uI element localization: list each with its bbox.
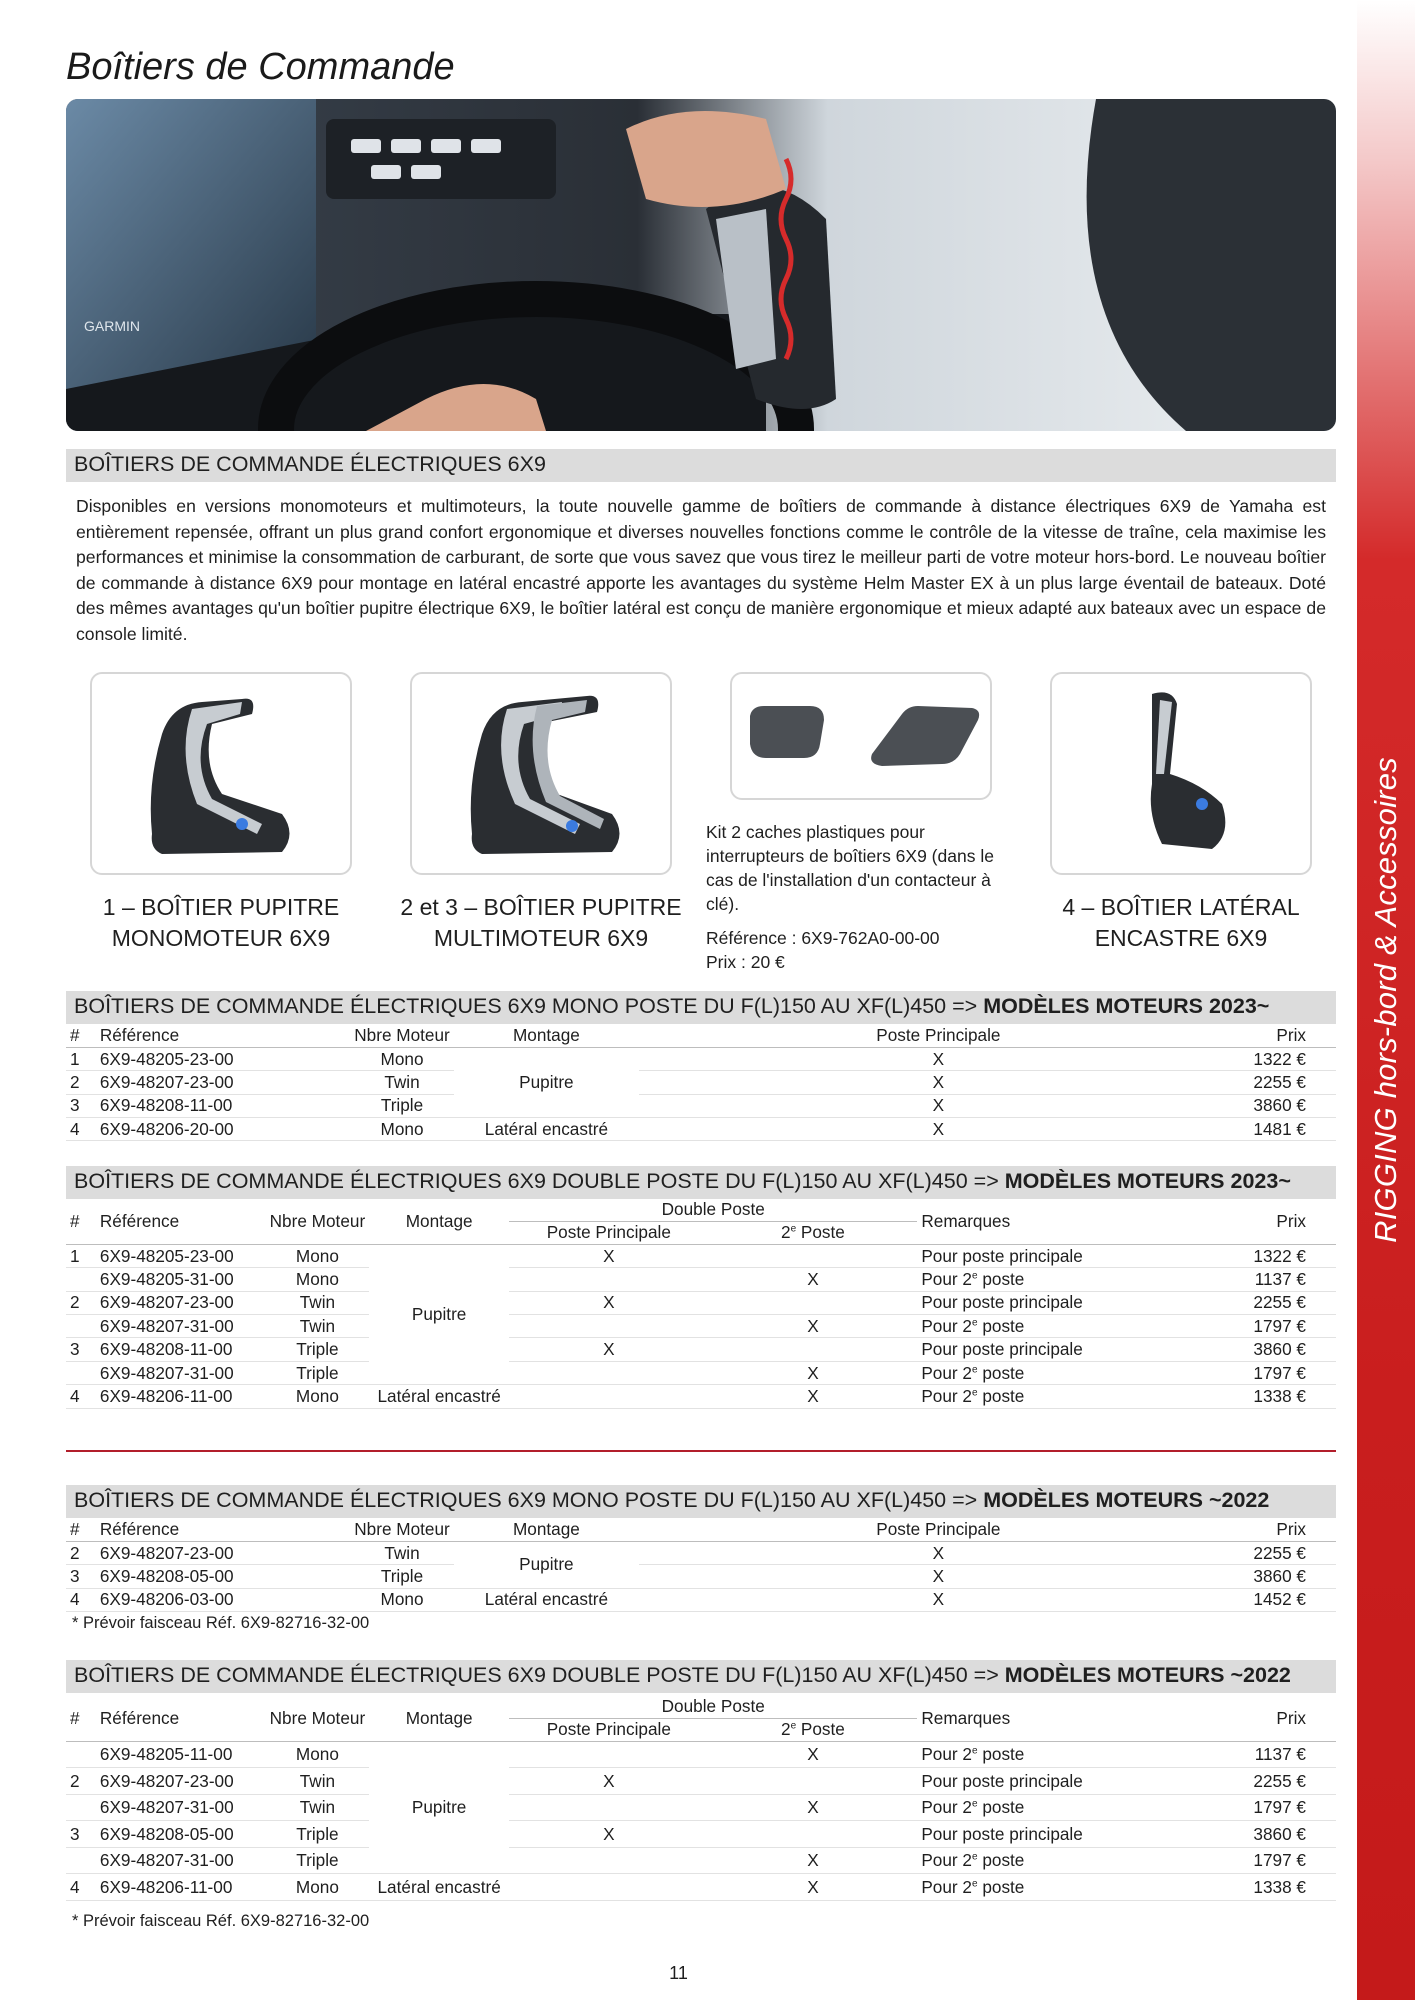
- col-mount: Montage: [454, 1518, 639, 1541]
- cell-second-post: [709, 1821, 918, 1848]
- cell-num: 3: [66, 1821, 96, 1848]
- table2-title-text: BOÎTIERS DE COMMANDE ÉLECTRIQUES 6X9 DOUBLE POSTE DU F(L)150 AU XF(L)450 =>: [74, 1169, 1005, 1193]
- cell-main-post: X: [509, 1244, 708, 1267]
- intro-paragraph: Disponibles en versions monomoteurs et multimoteurs, la toute nouvelle gamme de boîtiers de commande à distance électriques 6X9 de Yamaha est entièrement repensée, offrant un plus grand confort ergonomique et diverses nouvelles fonctions comme le contrôle de la vitesse de traîne, cela maximise les performances et minimise la consommation de carburant, de sorte que vous savez que vous tirez le meilleur parti de votre moteur hors-bord. Le nouveau boîtier de commande à distance 6X9 pour montage en latéral encastré apporte les avantages du système Helm Master EX à un plus large éventail de bateaux. Doté des mêmes avantages qu'un boîtier pupitre électrique 6X9, le boîtier latéral est conçu de manière ergonomique et mieux adapté aux bateaux avec un espace de console limité.: [76, 496, 1326, 644]
- product-image-box-1: [90, 672, 352, 875]
- table4: [66, 1696, 1336, 1901]
- intro-section-title: BOÎTIERS DE COMMANDE ÉLECTRIQUES 6X9: [66, 449, 1336, 482]
- table4-title: [66, 1660, 1336, 1693]
- cell-remarks: Pour 2e poste: [917, 1268, 1216, 1291]
- cell-motor: Twin: [266, 1794, 370, 1821]
- cell-main-post: X: [639, 1047, 1122, 1070]
- table2-title-model: MODÈLES MOTEURS 2023~: [1004, 1169, 1291, 1193]
- cell-price: 1137 €: [1216, 1268, 1336, 1291]
- cell-num: 3: [66, 1338, 96, 1361]
- cell-ref: 6X9-48206-11-00: [96, 1874, 266, 1901]
- cell-remarks: Pour poste principale: [917, 1291, 1216, 1314]
- cell-ref: 6X9-48207-31-00: [96, 1361, 266, 1384]
- cell-main-post: X: [639, 1071, 1122, 1094]
- product-label-4-line2: ENCASTRE 6X9: [1094, 925, 1268, 951]
- cell-main-post: X: [509, 1291, 708, 1314]
- cell-num: [66, 1361, 96, 1384]
- cell-ref: 6X9-48207-31-00: [96, 1315, 266, 1338]
- single-lever-control-image: [92, 674, 350, 873]
- table-row: [66, 1094, 1336, 1117]
- cell-ref: 6X9-48205-31-00: [96, 1268, 266, 1291]
- cell-motor: Twin: [350, 1541, 454, 1564]
- cell-num: [66, 1794, 96, 1821]
- table-row: [66, 1768, 1336, 1795]
- cell-ref: 6X9-48207-23-00: [96, 1071, 350, 1094]
- cell-ref: 6X9-48208-11-00: [96, 1094, 350, 1117]
- cell-second-post: [709, 1768, 918, 1795]
- cell-price: 2255 €: [1216, 1768, 1336, 1795]
- col-num: #: [66, 1518, 96, 1541]
- cell-price: 1338 €: [1216, 1874, 1336, 1901]
- cell-main-post: [509, 1385, 708, 1408]
- cell-motor: Triple: [350, 1094, 454, 1117]
- cell-num: [66, 1268, 96, 1291]
- table-row: [66, 1361, 1336, 1384]
- col-double-post: Double Poste: [509, 1696, 917, 1718]
- cell-price: 1137 €: [1216, 1741, 1336, 1768]
- cell-remarks: Pour poste principale: [917, 1821, 1216, 1848]
- col-mount: Montage: [454, 1024, 639, 1047]
- cell-ref: 6X9-48207-31-00: [96, 1847, 266, 1874]
- table-row: [66, 1794, 1336, 1821]
- cell-motor: Triple: [266, 1821, 370, 1848]
- kit-description: Kit 2 caches plastiques pour interrupteurs de boîtiers 6X9 (dans le cas de l'installation d'un contacteur à clé).: [706, 822, 994, 914]
- table2-title: [66, 1166, 1336, 1199]
- table4-title-text: BOÎTIERS DE COMMANDE ÉLECTRIQUES 6X9 DOUBLE POSTE DU F(L)150 AU XF(L)450 =>: [74, 1663, 1005, 1687]
- cell-remarks: Pour poste principale: [917, 1244, 1216, 1267]
- table3: [66, 1518, 1336, 1612]
- hero-brand-text: GARMIN: [84, 318, 140, 334]
- table-row: [66, 1821, 1336, 1848]
- product-image-box-2: [410, 672, 672, 875]
- cell-ref: 6X9-48206-20-00: [96, 1118, 350, 1141]
- section-divider: [66, 1450, 1336, 1452]
- cell-price: 1452 €: [1122, 1588, 1336, 1611]
- table-row: [66, 1071, 1336, 1094]
- cell-ref: 6X9-48206-03-00: [96, 1588, 350, 1611]
- cell-num: 4: [66, 1874, 96, 1901]
- table1: [66, 1024, 1336, 1141]
- cell-main-post: X: [639, 1118, 1122, 1141]
- cell-num: 4: [66, 1588, 96, 1611]
- table1-title-model: MODÈLES MOTEURS 2023~: [983, 994, 1270, 1018]
- cell-remarks: Pour 2e poste: [917, 1874, 1216, 1901]
- cell-motor: Triple: [266, 1847, 370, 1874]
- table4-header-top: [66, 1696, 1336, 1718]
- cell-ref: 6X9-48207-31-00: [96, 1794, 266, 1821]
- plastic-covers-image: [732, 674, 990, 798]
- table-row: [66, 1315, 1336, 1338]
- col-motor: Nbre Moteur: [266, 1199, 370, 1244]
- table4-title-model: MODÈLES MOTEURS ~2022: [1004, 1663, 1291, 1687]
- cell-num: [66, 1315, 96, 1338]
- side-band-title: RIGGING hors-bord & Accessoires: [1368, 757, 1403, 1243]
- col-ref: Référence: [96, 1518, 350, 1541]
- cell-motor: Twin: [266, 1291, 370, 1314]
- twin-lever-control-image: [412, 674, 670, 873]
- cell-price: 2255 €: [1216, 1291, 1336, 1314]
- cell-motor: Twin: [266, 1315, 370, 1338]
- table1-header: [66, 1024, 1336, 1047]
- cell-mount: Pupitre: [369, 1741, 509, 1874]
- col-main-post: Poste Principale: [509, 1718, 708, 1741]
- cell-num: 4: [66, 1385, 96, 1408]
- table3-title: [66, 1485, 1336, 1518]
- cell-second-post: X: [709, 1874, 918, 1901]
- cell-num: 2: [66, 1541, 96, 1564]
- cell-price: 1481 €: [1122, 1118, 1336, 1141]
- hero-photo: [66, 99, 1336, 431]
- cell-motor: Mono: [266, 1741, 370, 1768]
- table-row: [66, 1588, 1336, 1611]
- cell-remarks: Pour 2e poste: [917, 1847, 1216, 1874]
- cell-num: 4: [66, 1118, 96, 1141]
- cell-price: 2255 €: [1122, 1071, 1336, 1094]
- cell-ref: 6X9-48207-23-00: [96, 1291, 266, 1314]
- cell-mount: Latéral encastré: [454, 1588, 639, 1611]
- cell-second-post: X: [709, 1385, 918, 1408]
- cell-mount: Latéral encastré: [369, 1385, 509, 1408]
- cell-motor: Mono: [350, 1047, 454, 1070]
- product-label-1-line1: 1 – BOÎTIER PUPITRE: [102, 894, 340, 920]
- cell-mount: Pupitre: [369, 1244, 509, 1384]
- col-price: Prix: [1122, 1024, 1336, 1047]
- cell-ref: 6X9-48208-05-00: [96, 1565, 350, 1588]
- cell-remarks: Pour poste principale: [917, 1338, 1216, 1361]
- kit-price: Prix : 20 €: [706, 952, 785, 972]
- cell-motor: Mono: [266, 1874, 370, 1901]
- cell-price: 3860 €: [1216, 1821, 1336, 1848]
- cell-motor: Twin: [266, 1768, 370, 1795]
- cell-mount: Latéral encastré: [454, 1118, 639, 1141]
- table-row: [66, 1874, 1336, 1901]
- col-motor: Nbre Moteur: [350, 1024, 454, 1047]
- kit-reference: Référence : 6X9-762A0-00-00: [706, 928, 940, 948]
- col-price: Prix: [1216, 1696, 1336, 1741]
- cell-num: 3: [66, 1565, 96, 1588]
- cell-num: [66, 1847, 96, 1874]
- cell-ref: 6X9-48207-23-00: [96, 1541, 350, 1564]
- cell-remarks: Pour 2e poste: [917, 1794, 1216, 1821]
- cell-price: 3860 €: [1216, 1338, 1336, 1361]
- cell-ref: 6X9-48205-11-00: [96, 1741, 266, 1768]
- cell-remarks: Pour poste principale: [917, 1768, 1216, 1795]
- side-band: [1357, 0, 1415, 2000]
- cell-motor: Mono: [266, 1244, 370, 1267]
- col-motor: Nbre Moteur: [266, 1696, 370, 1741]
- cell-remarks: Pour 2e poste: [917, 1741, 1216, 1768]
- page-title: Boîtiers de Commande: [66, 46, 455, 88]
- cell-mount: Latéral encastré: [369, 1874, 509, 1901]
- cell-second-post: [709, 1244, 918, 1267]
- table2: [66, 1199, 1336, 1409]
- cell-main-post: X: [639, 1541, 1122, 1564]
- cell-price: 1797 €: [1216, 1847, 1336, 1874]
- cell-ref: 6X9-48206-11-00: [96, 1385, 266, 1408]
- cell-second-post: X: [709, 1794, 918, 1821]
- col-mount: Montage: [369, 1696, 509, 1741]
- cell-ref: 6X9-48208-11-00: [96, 1338, 266, 1361]
- switch-panel: [326, 119, 556, 199]
- table-row: [66, 1541, 1336, 1564]
- table3-title-text: BOÎTIERS DE COMMANDE ÉLECTRIQUES 6X9 MONO POSTE DU F(L)150 AU XF(L)450 =>: [74, 1488, 984, 1512]
- cell-ref: 6X9-48205-23-00: [96, 1244, 266, 1267]
- product-label-1: [71, 892, 371, 954]
- cell-main-post: X: [509, 1338, 708, 1361]
- table-row: [66, 1244, 1336, 1267]
- product-image-box-kit: [730, 672, 992, 800]
- cell-ref: 6X9-48208-05-00: [96, 1821, 266, 1848]
- col-ref: Référence: [96, 1199, 266, 1244]
- kit-info: [706, 820, 1026, 974]
- table-row: [66, 1847, 1336, 1874]
- cell-main-post: [509, 1847, 708, 1874]
- col-num: #: [66, 1024, 96, 1047]
- product-label-4-line1: 4 – BOÎTIER LATÉRAL: [1062, 894, 1300, 920]
- product-image-box-4: [1050, 672, 1312, 875]
- table-row: [66, 1385, 1336, 1408]
- cell-motor: Triple: [266, 1338, 370, 1361]
- cell-main-post: [509, 1741, 708, 1768]
- cell-main-post: [509, 1268, 708, 1291]
- cell-main-post: X: [509, 1768, 708, 1795]
- cell-second-post: X: [709, 1268, 918, 1291]
- cell-second-post: [709, 1291, 918, 1314]
- cell-motor: Mono: [266, 1268, 370, 1291]
- col-ref: Référence: [96, 1024, 350, 1047]
- cell-remarks: Pour 2e poste: [917, 1385, 1216, 1408]
- cell-motor: Mono: [350, 1588, 454, 1611]
- cell-second-post: X: [709, 1847, 918, 1874]
- table-row: [66, 1047, 1336, 1070]
- cell-ref: 6X9-48205-23-00: [96, 1047, 350, 1070]
- cell-num: 2: [66, 1768, 96, 1795]
- cell-num: 1: [66, 1047, 96, 1070]
- col-remarks: Remarques: [917, 1696, 1216, 1741]
- col-double-post: Double Poste: [509, 1199, 917, 1221]
- col-main-post: Poste Principale: [509, 1221, 708, 1244]
- cell-num: [66, 1741, 96, 1768]
- product-label-1-line2: MONOMOTEUR 6X9: [111, 925, 331, 951]
- cell-remarks: Pour 2e poste: [917, 1315, 1216, 1338]
- col-ref: Référence: [96, 1696, 266, 1741]
- col-remarks: Remarques: [917, 1199, 1216, 1244]
- cell-price: 1322 €: [1122, 1047, 1336, 1070]
- cell-num: 3: [66, 1094, 96, 1117]
- cell-remarks: Pour 2e poste: [917, 1361, 1216, 1384]
- col-price: Prix: [1216, 1199, 1336, 1244]
- table2-header-top: [66, 1199, 1336, 1221]
- cell-mount: Pupitre: [454, 1541, 639, 1588]
- table-row: [66, 1565, 1336, 1588]
- table3-title-model: MODÈLES MOTEURS ~2022: [983, 1488, 1270, 1512]
- table1-title: [66, 991, 1336, 1024]
- cell-main-post: X: [639, 1588, 1122, 1611]
- cell-price: 1338 €: [1216, 1385, 1336, 1408]
- cell-num: 2: [66, 1291, 96, 1314]
- col-num: #: [66, 1696, 96, 1741]
- product-label-2-line2: MULTIMOTEUR 6X9: [433, 925, 649, 951]
- product-label-2: [391, 892, 691, 954]
- table3-note: * Prévoir faisceau Réf. 6X9-82716-32-00: [72, 1614, 370, 1632]
- hand-right: [626, 111, 786, 207]
- table3-header: [66, 1518, 1336, 1541]
- cell-second-post: X: [709, 1741, 918, 1768]
- cell-main-post: [509, 1874, 708, 1901]
- cell-second-post: [709, 1338, 918, 1361]
- cell-main-post: [509, 1361, 708, 1384]
- table1-title-text: BOÎTIERS DE COMMANDE ÉLECTRIQUES 6X9 MONO POSTE DU F(L)150 AU XF(L)450 =>: [74, 994, 984, 1018]
- cell-ref: 6X9-48207-23-00: [96, 1768, 266, 1795]
- cell-second-post: X: [709, 1361, 918, 1384]
- col-second-post: 2e Poste: [709, 1221, 918, 1244]
- cell-price: 1797 €: [1216, 1794, 1336, 1821]
- cell-num: 1: [66, 1244, 96, 1267]
- page-number: 11: [669, 1963, 688, 1983]
- cell-num: 2: [66, 1071, 96, 1094]
- cell-motor: Mono: [350, 1118, 454, 1141]
- cell-second-post: X: [709, 1315, 918, 1338]
- cell-main-post: X: [639, 1565, 1122, 1588]
- col-price: Prix: [1122, 1518, 1336, 1541]
- cell-motor: Triple: [350, 1565, 454, 1588]
- product-label-2-line1: 2 et 3 – BOÎTIER PUPITRE: [400, 894, 682, 920]
- cell-price: 2255 €: [1122, 1541, 1336, 1564]
- table-row: [66, 1268, 1336, 1291]
- cell-motor: Triple: [266, 1361, 370, 1384]
- cell-motor: Mono: [266, 1385, 370, 1408]
- hero-illustration: [66, 99, 1336, 431]
- col-main-post: Poste Principale: [639, 1024, 1122, 1047]
- product-label-4: [1031, 892, 1331, 954]
- cell-main-post: X: [509, 1821, 708, 1848]
- cell-price: 3860 €: [1122, 1565, 1336, 1588]
- cell-price: 3860 €: [1122, 1094, 1336, 1117]
- col-num: #: [66, 1199, 96, 1244]
- cell-price: 1797 €: [1216, 1315, 1336, 1338]
- cell-price: 1797 €: [1216, 1361, 1336, 1384]
- col-main-post: Poste Principale: [639, 1518, 1122, 1541]
- cell-main-post: [509, 1315, 708, 1338]
- side-mount-control-image: [1052, 674, 1310, 873]
- table4-note: * Prévoir faisceau Réf. 6X9-82716-32-00: [72, 1912, 370, 1930]
- col-second-post: 2e Poste: [709, 1718, 918, 1741]
- cell-main-post: [509, 1794, 708, 1821]
- cell-mount: Pupitre: [454, 1047, 639, 1117]
- cell-motor: Twin: [350, 1071, 454, 1094]
- table-row: [66, 1338, 1336, 1361]
- table-row: [66, 1741, 1336, 1768]
- cell-main-post: X: [639, 1094, 1122, 1117]
- table-row: [66, 1291, 1336, 1314]
- table-row: [66, 1118, 1336, 1141]
- col-motor: Nbre Moteur: [350, 1518, 454, 1541]
- cell-price: 1322 €: [1216, 1244, 1336, 1267]
- col-mount: Montage: [369, 1199, 509, 1244]
